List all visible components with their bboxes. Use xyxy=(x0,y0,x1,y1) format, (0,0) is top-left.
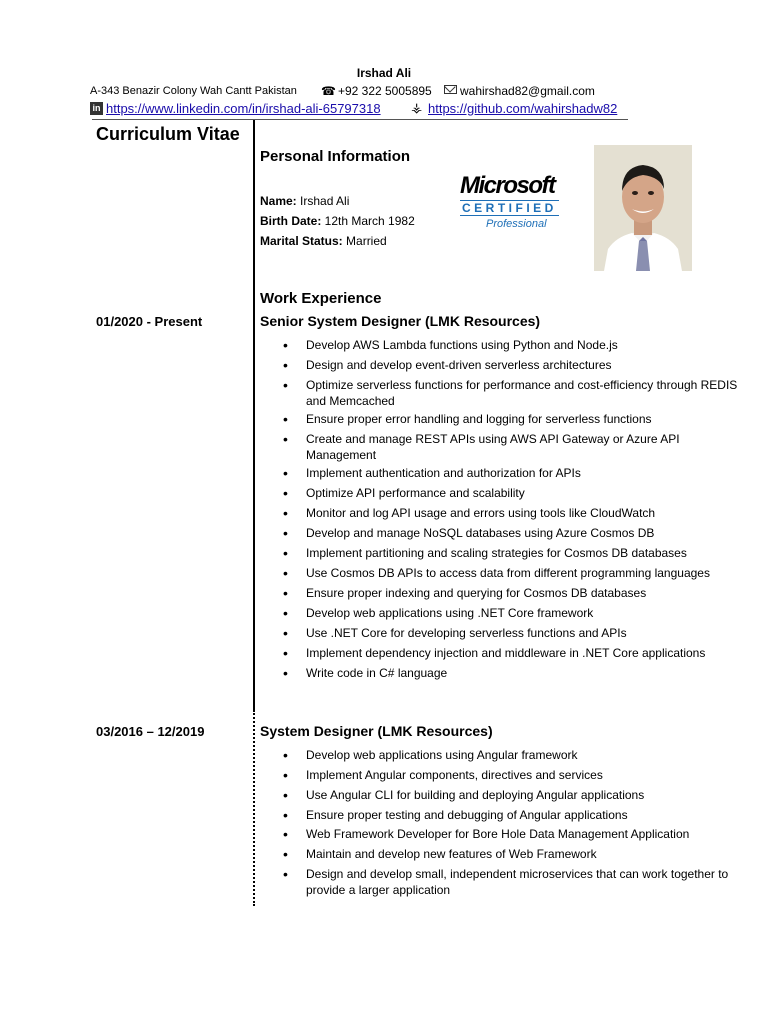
list-item: • Develop web applications using .NET Core framework xyxy=(280,605,750,621)
email-address: wahirshad82@gmail.com xyxy=(460,84,595,98)
list-item: • Implement authentication and authorization for APIs xyxy=(280,465,750,481)
header-divider xyxy=(92,119,628,120)
github-link[interactable]: https://github.com/wahirshadw82 xyxy=(428,101,618,116)
job-2-duties xyxy=(280,747,750,902)
list-item: • Optimize API performance and scalability xyxy=(280,485,750,501)
list-item: • Maintain and develop new features of Web Framework xyxy=(280,846,750,862)
phone xyxy=(321,84,432,98)
marital-value: Married xyxy=(342,234,387,248)
list-item: • Develop web applications using Angular framework xyxy=(280,747,750,763)
list-item: • Ensure proper indexing and querying for Cosmos DB databases xyxy=(280,585,750,601)
list-item: • Develop and manage NoSQL databases using Azure Cosmos DB xyxy=(280,525,750,541)
personal-info-heading: Personal Information xyxy=(260,148,411,165)
list-item: • Design and develop event-driven serverless architectures xyxy=(280,357,750,373)
personal-marital xyxy=(260,234,387,248)
portrait-illustration xyxy=(594,145,692,271)
list-item: • Ensure proper error handling and logging for serverless functions xyxy=(280,411,750,427)
personal-birthdate xyxy=(260,214,415,228)
logo-brand: Microsoft xyxy=(460,172,555,199)
job-1-title: Senior System Designer (LMK Resources) xyxy=(260,313,541,329)
list-item: • Use .NET Core for developing serverless functions and APIs xyxy=(280,625,750,641)
job-2-date: 03/2016 – 12/2019 xyxy=(96,724,205,739)
list-item: • Design and develop small, independent microservices that can work together to provide a larger application xyxy=(280,866,750,898)
list-item: • Implement Angular components, directives and services xyxy=(280,767,750,783)
list-item: • Write code in C# language xyxy=(280,665,750,681)
list-item: • Use Angular CLI for building and deploying Angular applications xyxy=(280,787,750,803)
list-item: • Monitor and log API usage and errors using tools like CloudWatch xyxy=(280,505,750,521)
list-item: • Create and manage REST APIs using AWS API Gateway or Azure API Management xyxy=(280,431,750,463)
list-item: • Optimize serverless functions for performance and cost-efficiency through REDIS and Memcached xyxy=(280,377,750,409)
marital-label: Marital Status: xyxy=(260,234,343,248)
vertical-divider-dotted xyxy=(253,710,255,906)
linkedin-icon: in xyxy=(90,102,103,115)
envelope-icon xyxy=(444,85,457,94)
birth-value: 12th March 1982 xyxy=(321,214,415,228)
name-label: Name: xyxy=(260,194,297,208)
vertical-divider xyxy=(253,120,255,710)
address: A-343 Benazir Colony Wah Cantt Pakistan xyxy=(90,85,297,97)
name-value: Irshad Ali xyxy=(296,194,350,208)
phone-number: +92 322 5005895 xyxy=(337,84,432,98)
personal-name xyxy=(260,194,349,208)
job-1-date: 01/2020 - Present xyxy=(96,314,203,329)
job-2-title: System Designer (LMK Resources) xyxy=(260,723,493,739)
email xyxy=(444,84,595,98)
cv-title: Curriculum Vitae xyxy=(96,124,240,144)
microsoft-certified-logo xyxy=(460,172,580,232)
list-item: • Web Framework Developer for Bore Hole Data Management Application xyxy=(280,826,750,842)
list-item: • Develop AWS Lambda functions using Python and Node.js xyxy=(280,337,750,353)
linkedin-link[interactable]: https://www.linkedin.com/in/irshad-ali-65797318 xyxy=(106,101,381,116)
list-item: • Implement dependency injection and middleware in .NET Core applications xyxy=(280,645,750,661)
phone-icon: ☎ xyxy=(321,84,336,98)
logo-level: Professional xyxy=(486,218,547,230)
candidate-name: Irshad Ali xyxy=(356,66,412,80)
job-1-duties xyxy=(280,337,750,685)
work-experience-heading: Work Experience xyxy=(260,290,382,307)
logo-certified: CERTIFIED xyxy=(462,201,557,215)
profile-photo xyxy=(594,145,692,271)
birth-label: Birth Date: xyxy=(260,214,322,228)
list-item: • Use Cosmos DB APIs to access data from different programming languages xyxy=(280,565,750,581)
list-item: • Implement partitioning and scaling strategies for Cosmos DB databases xyxy=(280,545,750,561)
github-icon: ⚶ xyxy=(411,100,423,115)
list-item: • Ensure proper testing and debugging of Angular applications xyxy=(280,807,750,823)
